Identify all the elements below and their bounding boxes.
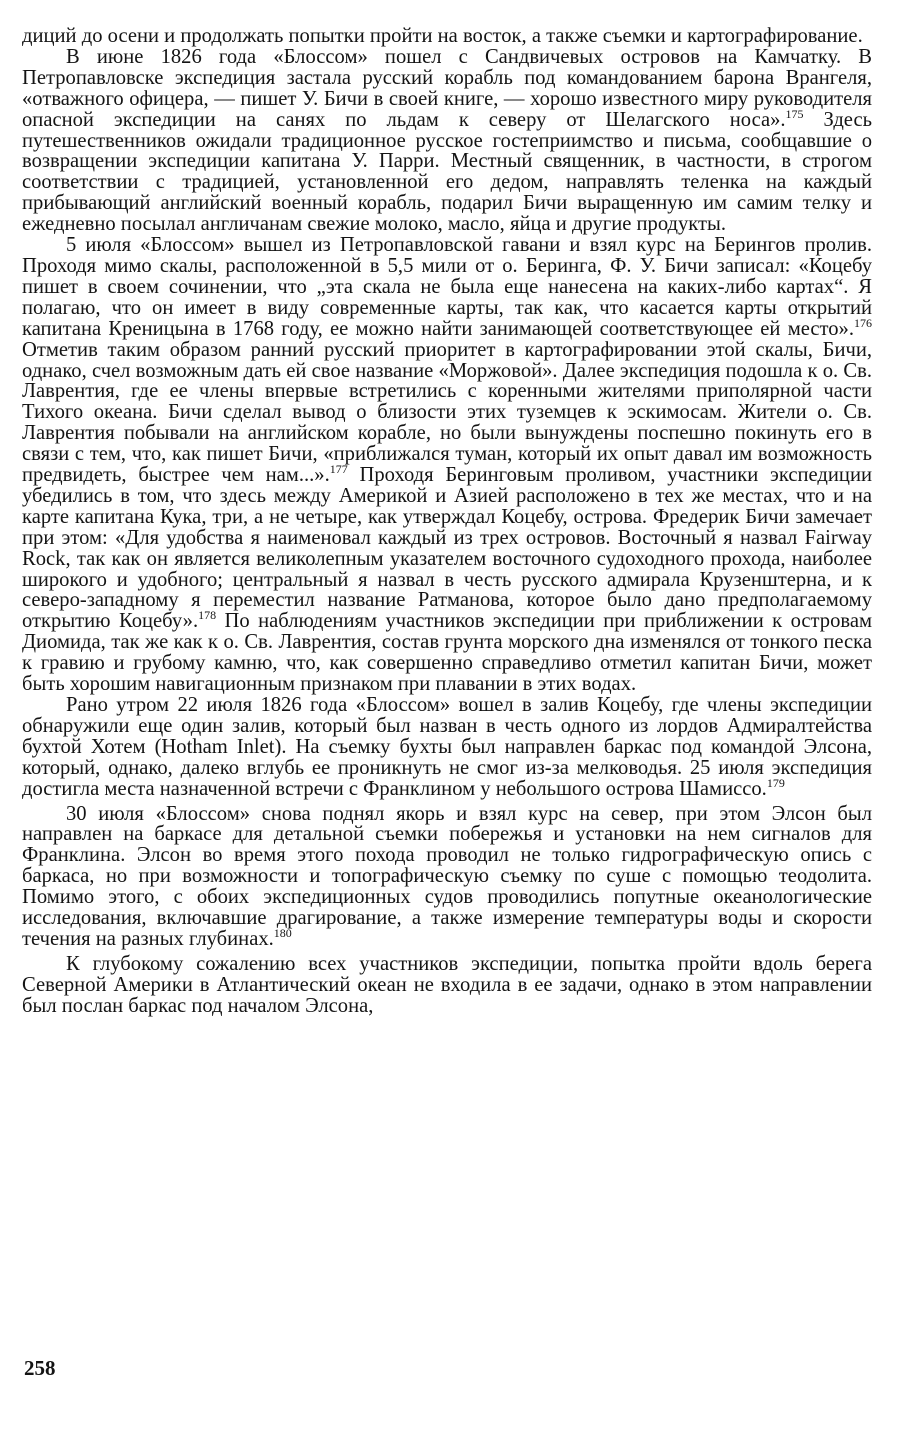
paragraph-text: 30 июля «Блоссом» снова поднял якорь и взял курс на север, при этом Элсон был направлен на баркасе для детальной съемки побережья и установки на нем сигналов для Франклина. Элсон во время этого похода проводил не только гидрографическую опись с баркаса, но при возможности и топографическую съемку по суше с помощью теодолита. Помимо этого, с обоих экспедиционных судов проводились попутные океанологические исследования, включавшие драгирование, а также измерение температуры воды и скорости течения на разных глубинах.: [22, 802, 872, 950]
paragraph-text: Отметив таким образом ранний русский приоритет в картографировании этой скалы, Бичи, однако, счел возможным дать ей свое название «Моржовой». Далее экспедиция подошла к о. Св. Лаврентия, где ее члены впервые встретились с коренными жителями приполярной части Тихого океана. Бичи сделал вывод о близости этих туземцев к эскимосам. Жители о. Св. Лаврентия побывали на английском корабле, но были вынуждены поспешно покинуть его в связи с тем, что, как пишет Бичи, «приближался туман, который их опыт давал им возможность предвидеть, быстрее чем нам...».: [22, 338, 872, 487]
page-number: 258: [24, 1356, 56, 1380]
footnote-ref: 179: [766, 775, 785, 790]
footnote-ref: 177: [329, 462, 348, 477]
paragraph-text: В июне 1826 года «Блоссом» пошел с Сандвичевых островов на Камчатку. В Петропавловске экспедиция застала русский корабль под командованием барона Врангеля, «отважного офицера, — пишет У. Бичи в своей книге, — хорошо известного миру руководителя опасной экспедиции на санях по льдам к северу от Шелагского носа».: [22, 45, 872, 131]
paragraph: [22, 26, 872, 47]
paragraph: [22, 695, 872, 800]
page-body: [22, 26, 872, 1017]
footnote-ref: 178: [198, 608, 217, 623]
footnote-ref: 176: [854, 315, 872, 330]
footnote-ref: 175: [785, 106, 804, 121]
paragraph-text: диций до осени и продолжать попытки пройти на восток, а также съемки и картографирование.: [22, 25, 863, 47]
paragraph-text: Рано утром 22 июля 1826 года «Блоссом» вошел в залив Коцебу, где члены экспедиции обнаружили еще один залив, который был назван в честь одного из лордов Адмиралтейства бухтой Хотем (Hotham Inlet). На съемку бухты был направлен баркас под командой Элсона, который, однако, далеко вглубь ее проникнуть не смог из-за мелководья. 25 июля экспедиция достигла места назначенной встречи с Франклином у небольшого острова Шамиссо.: [22, 694, 872, 800]
paragraph: [22, 47, 872, 235]
paragraph-text: По наблюдениям участников экспедиции при приближении к островам Диомида, так же как к о. Св. Лаврентия, состав грунта морского дна изменялся от тонкого песка к гравию и грубому камню, что, как совершенно справедливо отметил капитан Бичи, может быть хорошим навигационным признаком при плавании в этих водах.: [22, 610, 873, 696]
paragraph-text: Проходя Беринговым проливом, участники экспедиции убедились в том, что здесь между Америкой и Азией расположено в тех же местах, что и на карте капитана Кука, три, а не четыре, как утверждал Коцебу, острова. Фредерик Бичи замечает при этом: «Для удобства я наименовал каждый из трех островов. Восточный я назвал Fairway Rock, так как он является великолепным указателем восточного судоходного прохода, наиболее широкого и удобного; центральный я назвал в честь русского адмирала Крузенштерна, и к северо-западному я переместил название Ратманова, которое было дано предполагаемому открытию Коцебу».: [22, 464, 872, 633]
paragraph: [22, 235, 872, 695]
paragraph: [22, 804, 872, 950]
footnote-ref: 180: [273, 925, 292, 940]
paragraph-text: Здесь путешественников ожидали традиционное русское гостеприимство и письма, сообщавшие о возвращении экспедиции капитана У. Парри. Местный священник, в частности, в строгом соответствии с традицией, установленной его дедом, направлять теленка на каждый прибывающий английский военный корабль, подарил Бичи выращенную им самим телку и ежедневно посылал англичанам свежие молоко, масло, яйца и другие продукты.: [22, 108, 872, 236]
paragraph-text: 5 июля «Блоссом» вышел из Петропавловской гавани и взял курс на Берингов пролив. Проходя мимо скалы, расположенной в 5,5 мили от о. Беринга, Ф. У. Бичи записал: «Коцебу пишет в своем сочинении, что „эта скала не была еще нанесена на каких-либо картах“. Я полагаю, что он имеет в виду современные карты, так как, что касается карты открытий капитана Креницына в 1768 году, ее можно найти занимающей соответствующее ей место».: [22, 234, 872, 340]
paragraph-text: К глубокому сожалению всех участников экспедиции, попытка пройти вдоль берега Северной Америки в Атлантический океан не входила в ее задачи, однако в этом направлении был послан баркас под началом Элсона,: [22, 952, 872, 1017]
paragraph: [22, 954, 872, 1017]
